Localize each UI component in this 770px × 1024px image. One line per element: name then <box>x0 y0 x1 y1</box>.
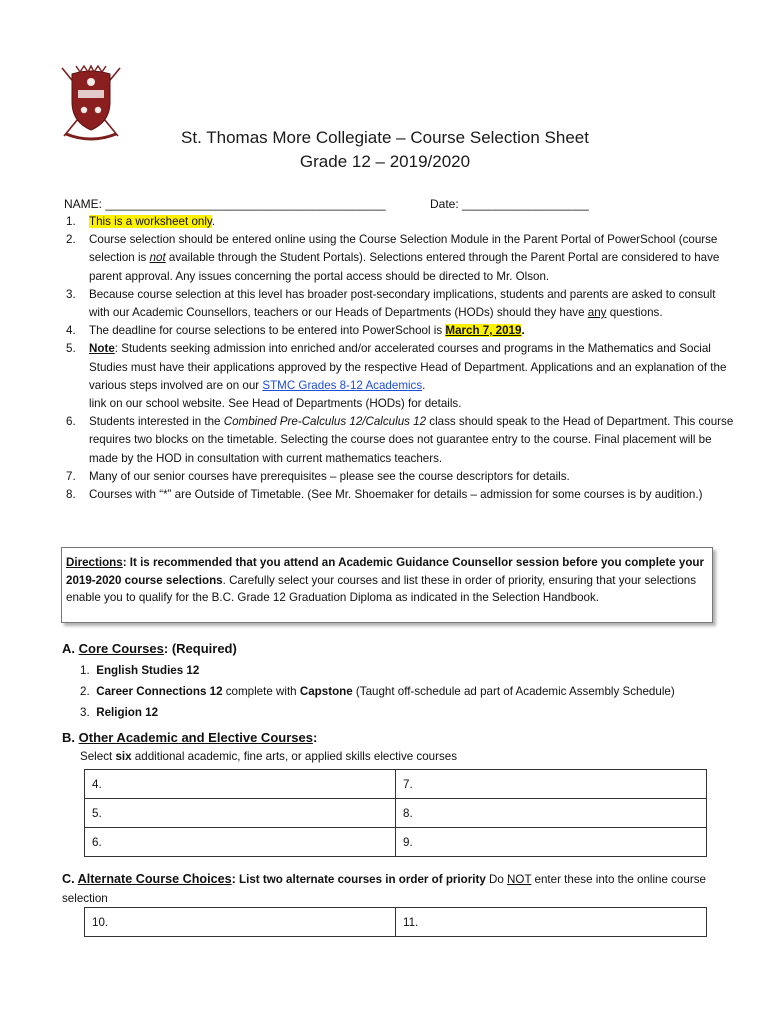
section-a-heading: A. Core Courses: (Required) <box>62 641 237 656</box>
list-item: 1. This is a worksheet only. <box>66 215 216 228</box>
course-field[interactable]: 4. <box>85 770 396 799</box>
section-c-heading: C. Alternate Course Choices: List two alternate courses in order of priority Do NOT enter these into the online course selection <box>62 872 706 905</box>
date-field[interactable]: ___________________ <box>462 197 589 211</box>
course-field[interactable]: 11. <box>396 908 707 937</box>
highlighted-text: This is a worksheet only <box>89 215 212 228</box>
list-item: 8. Courses with “*” are Outside of Timetable. (See Mr. Shoemaker for details – admission for some courses is by audition.) <box>66 488 703 502</box>
list-item: 2. Course selection should be entered online using the Course Selection Module in the Parent Portal of PowerSchool (course selection is not available through the Student Portals). Selections entered through the Parent Portal are considered to have parent approval. Any issues concerning the portal access should be directed to Mr. Olson. <box>66 233 720 283</box>
list-item: 4. The deadline for course selections to be entered into PowerSchool is March 7, 2019. <box>66 324 525 338</box>
course-field[interactable]: 7. <box>396 770 707 799</box>
list-item: 5. Note: Students seeking admission into enriched and/or accelerated courses and programs in the Mathematics and Social Studies must have their applications approved by the respective Head of Department. Applications and an explanation of the various steps involved are on our STMC Grades 8-12 Academics. link on our school website. See Head of Departments (HODs) for details. <box>66 342 727 411</box>
course-field[interactable]: 8. <box>396 799 707 828</box>
instructions-list <box>64 213 736 504</box>
document-title: St. Thomas More Collegiate – Course Selection Sheet <box>181 128 589 147</box>
deadline-date: March 7, 2019 <box>445 324 522 338</box>
course-field[interactable]: 6. <box>85 828 396 857</box>
directions-box: Directions: It is recommended that you attend an Academic Guidance Counsellor session before you complete your 2019-2020 course selections. Carefully select your courses and list these in order of priority, ensuring that your selections enable you to qualify for the B.C. Grade 12 Graduation Diploma as indicated in the Selection Handbook. <box>61 547 713 623</box>
course-field[interactable]: 9. <box>396 828 707 857</box>
list-item: 6. Students interested in the Combined Pre-Calculus 12/Calculus 12 class should speak to the Head of Department. This course requires two blocks on the timetable. Selecting the course does not guarantee entry to the course. Final placement will be made by the HOD in consultation with current mathematics teachers. <box>66 415 734 465</box>
list-item: 3. Religion 12 <box>80 706 159 719</box>
alternate-courses-table <box>84 907 707 937</box>
section-b-instructions: Select six additional academic, fine arts, or applied skills elective courses <box>80 750 458 763</box>
name-label: NAME: <box>64 197 103 211</box>
directions-label: Directions <box>66 556 123 569</box>
academics-link[interactable]: STMC Grades 8-12 Academics <box>262 378 423 392</box>
list-item: 3. Because course selection at this level has broader post-secondary implications, students and parents are asked to consult with our Academic Counsellors, teachers or our Heads of Departments (HODs) should they have any questions. <box>66 287 716 320</box>
list-item: 1. English Studies 12 <box>80 664 200 677</box>
name-date-line <box>64 197 724 211</box>
list-item: 7. Many of our senior courses have prerequisites – please see the course descriptors for details. <box>66 469 570 483</box>
list-item: 2. Career Connections 12 complete with Capstone (Taught off-schedule ad part of Academic Assembly Schedule) <box>80 685 675 698</box>
section-b-heading: B. Other Academic and Elective Courses: <box>62 730 318 745</box>
document-subtitle: Grade 12 – 2019/2020 <box>299 152 471 171</box>
course-field[interactable]: 10. <box>85 908 396 937</box>
date-label: Date: <box>430 197 459 211</box>
date-group <box>430 197 589 211</box>
course-field[interactable]: 5. <box>85 799 396 828</box>
core-courses-list <box>80 660 675 723</box>
name-field[interactable]: __________________________________________ <box>105 197 386 211</box>
elective-courses-table <box>84 769 707 857</box>
